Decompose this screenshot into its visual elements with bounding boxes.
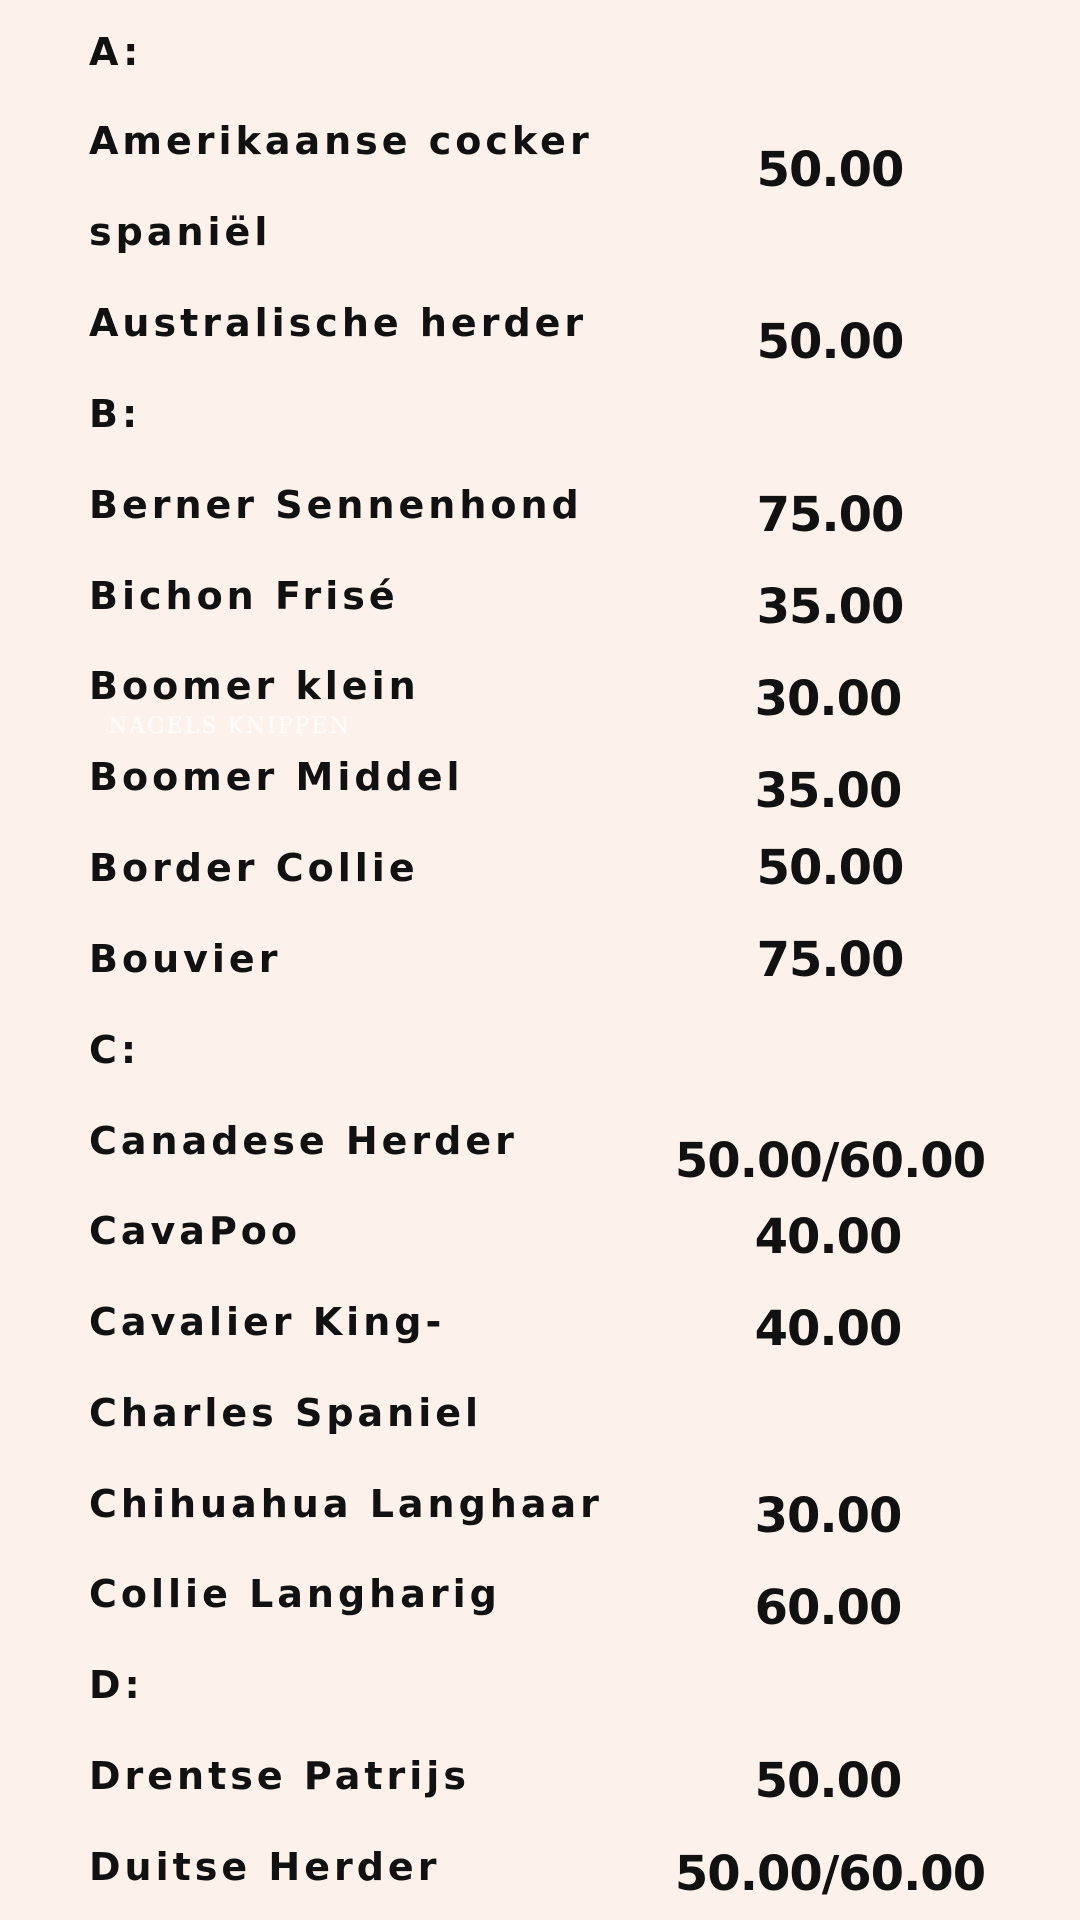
breed-price: 40.00: [754, 1209, 902, 1265]
breed-price: 35.00: [754, 763, 902, 819]
breed-name: Bouvier: [89, 937, 282, 981]
breed-name: Charles Spaniel: [89, 1391, 483, 1435]
section-heading-d: D:: [89, 1663, 144, 1707]
breed-price: 35.00: [756, 579, 904, 635]
breed-price: 30.00: [754, 1488, 902, 1544]
breed-name: Collie Langharig: [89, 1572, 501, 1616]
breed-name: Cavalier King-: [89, 1300, 446, 1344]
breed-name: Boomer Middel: [89, 755, 464, 799]
breed-price: 75.00: [756, 932, 904, 988]
watermark-text: NAGELS KNIPPEN: [108, 714, 351, 739]
breed-name: Amerikaanse cocker: [89, 119, 593, 163]
breed-price: 50.00: [754, 1753, 902, 1809]
breed-name: Chihuahua Langhaar: [89, 1482, 603, 1526]
breed-price: 75.00: [756, 487, 904, 543]
breed-name: CavaPoo: [89, 1209, 302, 1253]
breed-price: 50.00: [756, 840, 904, 896]
breed-name: Australische herder: [89, 301, 588, 345]
breed-price: 50.00: [756, 142, 904, 198]
breed-name: Boomer klein: [89, 664, 420, 708]
breed-price: 40.00: [754, 1301, 902, 1357]
breed-price: 60.00: [754, 1580, 902, 1636]
breed-name: Berner Sennenhond: [89, 483, 583, 527]
breed-name: spaniël: [89, 210, 272, 254]
breed-price: 30.00: [754, 671, 902, 727]
breed-name: Duitse Herder: [89, 1845, 441, 1889]
breed-name: Bichon Frisé: [89, 574, 399, 618]
section-heading-a: A:: [89, 30, 143, 74]
breed-name: Drentse Patrijs: [89, 1754, 470, 1798]
breed-price: 50.00/60.00: [674, 1133, 986, 1189]
section-heading-c: C:: [89, 1028, 141, 1072]
section-heading-b: B:: [89, 392, 142, 436]
breed-price: 50.00: [756, 314, 904, 370]
breed-name: Border Collie: [89, 846, 419, 890]
breed-price: 50.00/60.00: [674, 1846, 986, 1902]
breed-name: Canadese Herder: [89, 1119, 518, 1163]
